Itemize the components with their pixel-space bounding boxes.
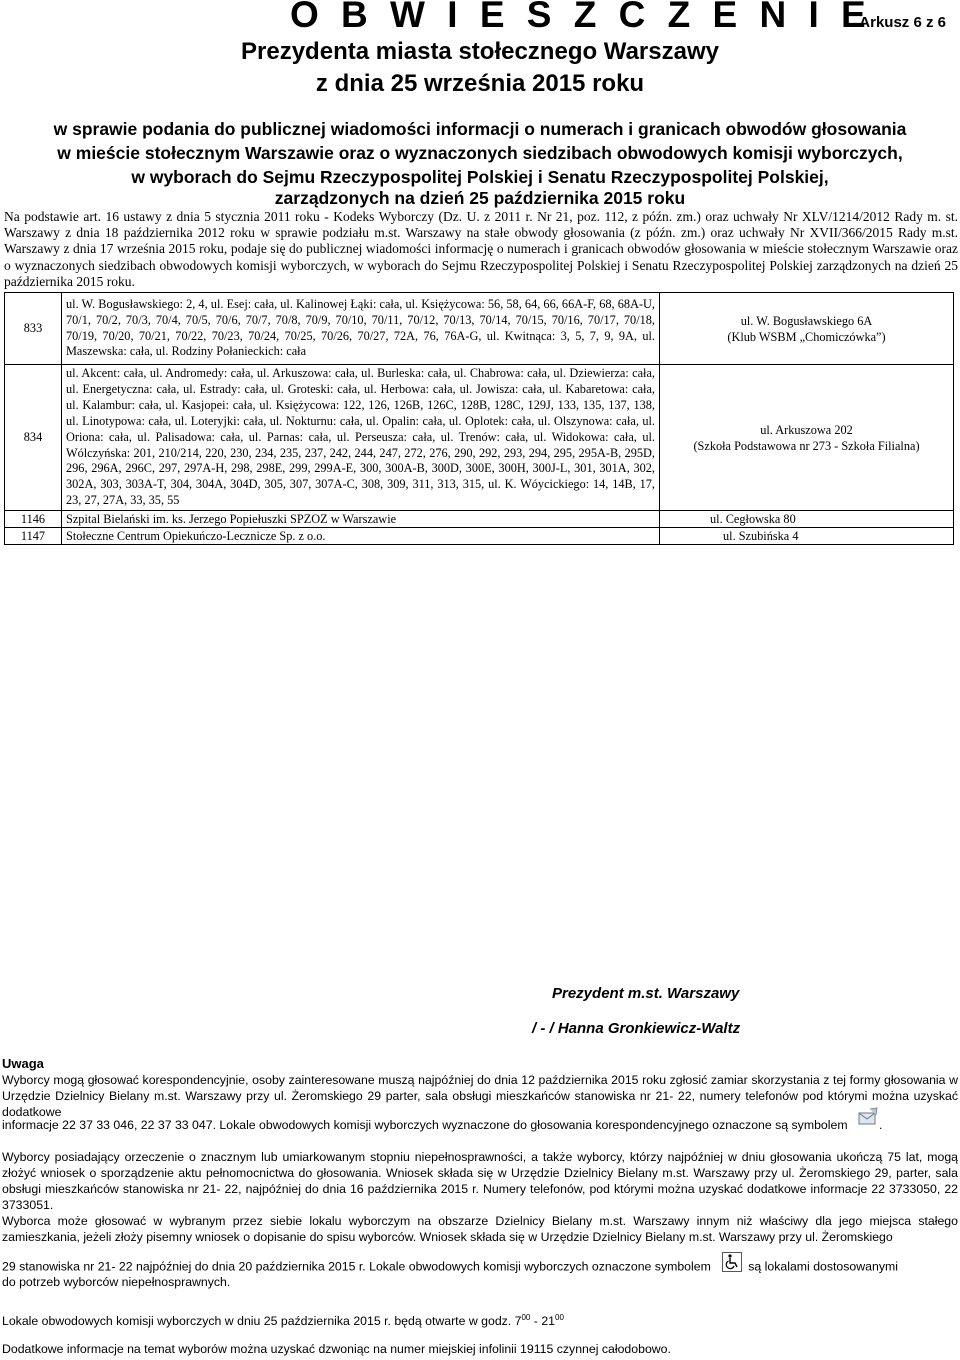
- institution-name: Stołeczne Centrum Opiekuńczo-Lecznicze Sp. z o.o.: [62, 528, 660, 545]
- wheelchair-icon: [722, 1252, 742, 1276]
- district-number: 833: [5, 293, 62, 365]
- district-streets: ul. Akcent: cała, ul. Andromedy: cała, ul. Arkuszowa: cała, ul. Burleska: cała, ul. Chabrowa: cała, ul. Dziewierza: cała, ul. Energetyczna: cała, ul. Estrady: cała, ul. Groteski: cała, ul. Herbowa: cała, ul. Jowisza: cała, ul. Kabaretowa: cała, ul. Kalambur: cała, ul. Kasjopei: cała, ul. Księżycowa: 122, 126, 126B, 126C, 128B, 128C, 129J, 133, 135, 137, 138, ul. Linotypowa: cała, ul. Loteryjki: cała, ul. Nokturnu: cała, ul. Opalin: cała, ul. Oplotek: cała, ul. Olszynowa: cała, ul. Oriona: cała, ul. Palisadowa: cała, ul. Parnas: cała, ul. Perseusza: cała, ul. Trenów: cała, ul. Widokowa: cała, ul. Wólczyńska: 201, 210/214, 220, 230, 234, 235, 237, 242, 244, 247, 272, 276, 290, 292, 293, 294, 295, 295A-B, 295D, 296, 296A, 296C, 297, 297A-H, 298, 298E, 299, 299A-E, 300, 300A-B, 300D, 300E, 300H, 300J-L, 301, 301A, 302, 302A, 303, 303A-T, 304, 304A, 304D, 305, 307, 307A-C, 308, 309, 311, 313, 315, ul. K. Wóycickiego: 14, 14B, 17, 23, 27, 27A, 33, 35, 55: [62, 365, 660, 511]
- subject-line-4: zarządzonych na dzień 25 października 2015 roku: [274, 188, 686, 208]
- polling-place: [660, 293, 954, 365]
- envelope-icon: [857, 1107, 879, 1131]
- polling-place-building: (Szkoła Podstawowa nr 273 - Szkoła Filialna): [693, 438, 920, 453]
- table-row: [5, 511, 954, 528]
- notice-paragraph-2: Wyborcy posiadający orzeczenie o znacznym lub umiarkowanym stopniu niepełnosprawności, a także wyborcy, którzy najpóźniej w dniu głosowania ukończą 75 lat, mogą złożyć wniosek o sporządzenie aktu pełnomocnictwa do głosowania. Wniosek składa się w Urzędzie Dzielnicy Bielany m.st. Warszawy przy ul. Żeromskiego 29, parter, sala obsługi mieszkańców stanowiska nr 21- 22, najpóźniej do dnia 16 października 2015 r. Numery telefonów, pod którymi można uzyskać dodatkowe informacje 22 3733050, 22 3733051.: [2, 1150, 958, 1212]
- notice-paragraph-3-text: 29 stanowiska nr 21- 22 najpóźniej do dnia 20 października 2015 r. Lokale obwodowych komisji wyborczych oznaczone symbolem: [2, 1259, 711, 1274]
- notice-paragraph-1-text: informacje 22 37 33 046, 22 37 33 047. Lokale obwodowych komisji wyborczych wyznaczone do głosowania korespondencyjnego oznaczone są symbolem: [2, 1118, 848, 1132]
- subject-line-3: w wyborach do Sejmu Rzeczypospolitej Polskiej i Senatu Rzeczypospolitej Polskiej,: [131, 167, 829, 187]
- preamble: Na podstawie art. 16 ustawy z dnia 5 stycznia 2011 roku - Kodeks Wyborczy (Dz. U. z 2011 r. Nr 21, poz. 112, z późn. zm.) oraz uchwały Nr XLV/1214/2012 Rady m. st. Warszawy z dnia 18 października 2012 roku w sprawie podziału m.st. Warszawy na stałe obwody głosowania (z późn. zm.) oraz uchwały Nr XVII/366/2015 Rady m.st. Warszawy z dnia 17 września 2015 roku, podaje się do publicznej wiadomości informację o numerach i granicach obwodów głosowania w mieście stołecznym Warszawie oraz o wyznaczonych siedzibach obwodowych komisji wyborczych, w wyborach do Sejmu Rzeczypospolitej Polskiej i Senatu Rzeczypospolitej Polskiej zarządzonych na dzień 25 października 2015 roku.: [4, 209, 958, 289]
- notice-infoline: Dodatkowe informacje na temat wyborów można uzyskać dzwoniąc na numer miejskiej infolinii 19115 czynnej całodobowo.: [2, 1342, 671, 1356]
- polling-place-building: (Klub WSBM „Chomiczówka”): [727, 329, 886, 344]
- polling-place-address: ul. W. Bogusławskiego 6A: [740, 313, 873, 328]
- sheet-number: Arkusz 6 z 6: [859, 14, 946, 31]
- notice-opening-hours: Lokale obwodowych komisji wyborczych w dniu 25 października 2015 r. będą otwarte w godz. $7^{00} - 21^{00}$: [2, 1313, 564, 1329]
- document-title: O B W I E S Z C Z E N I E: [290, 0, 872, 35]
- notice-paragraph-1-cont: informacje 22 37 33 046, 22 37 33 047. Lokale obwodowych komisji wyborczych wyznaczone do głosowania korespondencyjnego oznaczone są symbolem .: [2, 1117, 958, 1133]
- institution-address: ul. Cegłowska 80: [660, 511, 954, 528]
- polling-place: [660, 365, 954, 511]
- institution-address: ul. Szubińska 4: [660, 528, 954, 545]
- subject-line-1: w sprawie podania do publicznej wiadomości informacji o numerach i granicach obwodów głosowania: [53, 119, 907, 139]
- notice-paragraph-1: Wyborcy mogą głosować korespondencyjnie, osoby zainteresowane muszą najpóźniej do dnia 12 października 2015 roku zgłosić zamiar skorzystania z tej formy głosowania w Urzędzie Dzielnicy Bielany m.st. Warszawy przy ul. Żeromskiego 29 parter, sala obsługi mieszkańców stanowiska nr 21- 22, numery telefonów pod którymi można uzyskać dodatkowe: [2, 1073, 958, 1119]
- table-row: [5, 528, 954, 545]
- table-row: [5, 293, 954, 365]
- districts-table: [4, 292, 954, 545]
- notice-paragraph-3-tail: są lokalami dostosowanymi: [748, 1259, 898, 1274]
- signature-name: / - / Hanna Gronkiewicz-Waltz: [532, 1020, 741, 1037]
- notice-paragraph-3-end: do potrzeb wyborców niepełnosprawnych.: [2, 1275, 231, 1289]
- issue-date: z dnia 25 września 2015 roku: [315, 70, 645, 97]
- polling-place-address: ul. Arkuszowa 202: [760, 422, 853, 437]
- district-streets: ul. W. Bogusławskiego: 2, 4, ul. Esej: cała, ul. Kalinowej Łąki: cała, ul. Księżycowa: 56, 58, 64, 66, 66A-F, 68, 68A-U, 70/1, 70/2, 70/3, 70/4, 70/5, 70/6, 70/7, 70/8, 70/9, 70/10, 70/11, 70/12, 70/13, 70/14, 70/15, 70/16, 70/17, 70/18, 70/19, 70/20, 70/21, 70/22, 70/23, 70/24, 70/25, 70/26, 70/27, 72A, 76, 76A-G, ul. Kwitnąca: 3, 5, 7, 9, 9A, ul. Maszewska: cała, ul. Rodziny Połanieckich: cała: [62, 293, 660, 365]
- signature-title: Prezydent m.st. Warszawy: [552, 985, 740, 1002]
- subject-line-2: w mieście stołecznym Warszawie oraz o wyznaczonych siedzibach obwodowych komisji wyborczych,: [57, 143, 903, 163]
- district-number: 1147: [5, 528, 62, 545]
- institution-name: Szpital Bielański im. ks. Jerzego Popiełuszki SPZOZ w Warszawie: [62, 511, 660, 528]
- notice-paragraph-3: Wyborca może głosować w wybranym przez siebie lokalu wyborczym na obszarze Dzielnicy Bielany m.st. Warszawy innym niż właściwy dla jego miejsca stałego zamieszkania, jeżeli złoży pisemny wniosek o dopisanie do spisu wyborców. Wniosek składa się w Urzędzie Dzielnicy Bielany m.st. Warszawy przy ul. Żeromskiego: [2, 1214, 958, 1244]
- issuer: Prezydenta miasta stołecznego Warszawy: [241, 38, 719, 65]
- district-number: 834: [5, 365, 62, 511]
- district-number: 1146: [5, 511, 62, 528]
- notice-heading: Uwaga: [2, 1056, 44, 1071]
- table-row: [5, 365, 954, 511]
